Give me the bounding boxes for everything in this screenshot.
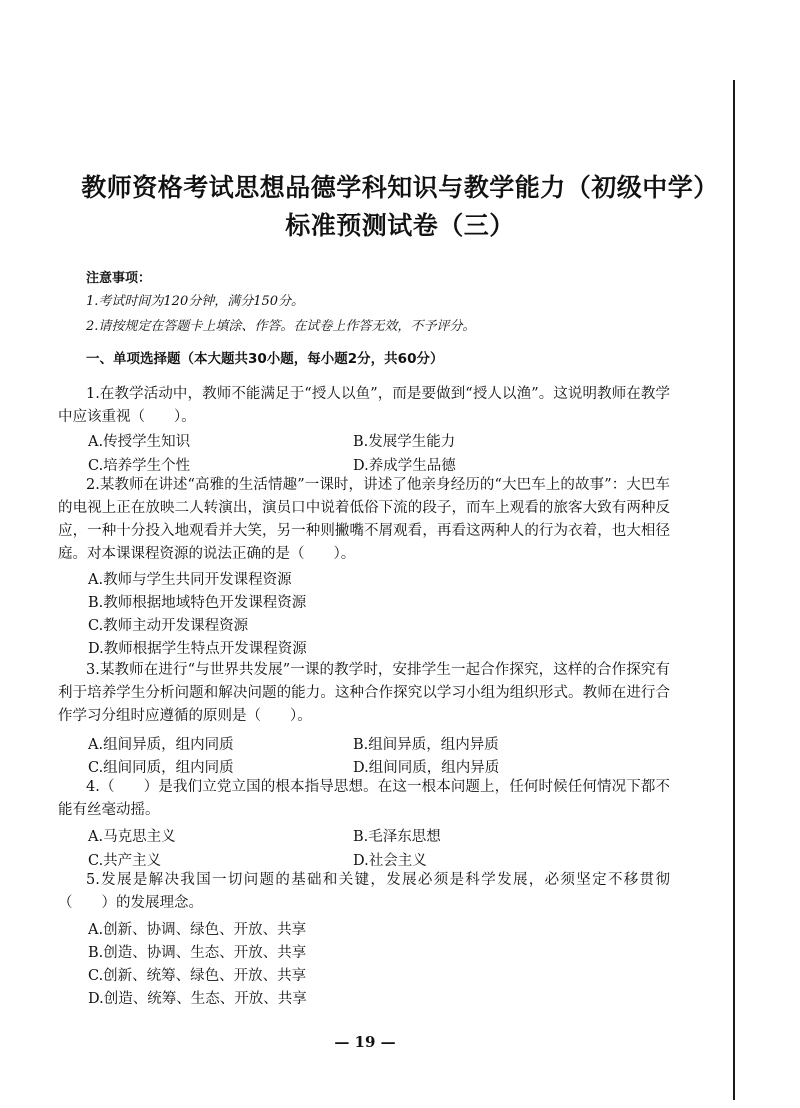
- answer-option: A.教师与学生共同开发课程资源: [88, 572, 292, 588]
- answer-option: D.教师根据学生特点开发课程资源: [88, 641, 307, 657]
- note-item: 1.考试时间为120分钟，满分150分。: [86, 294, 305, 309]
- answer-option: C.教师主动开发课程资源: [88, 618, 249, 634]
- answer-option: B.创造、协调、生态、开放、共享: [88, 945, 307, 961]
- answer-option: B.毛泽东思想: [353, 829, 441, 845]
- answer-option: C.培养学生个性: [88, 458, 191, 474]
- answer-option: D.社会主义: [353, 853, 427, 869]
- page-subtitle: 标准预测试卷（三）: [285, 211, 515, 240]
- answer-option: B.教师根据地域特色开发课程资源: [88, 595, 307, 611]
- answer-option: A.创新、协调、绿色、开放、共享: [88, 922, 307, 938]
- answer-option: B.发展学生能力: [353, 434, 456, 450]
- answer-option: B.组间异质，组内异质: [353, 737, 499, 753]
- page-title: 教师资格考试思想品德学科知识与教学能力（初级中学）: [81, 173, 719, 202]
- answer-option: C.共产主义: [88, 853, 162, 869]
- answer-option: D.创造、统筹、生态、开放、共享: [88, 991, 307, 1007]
- question-stem: 4.（ ）是我们立党立国的根本指导思想。在这一根本问题上，任何时候任何情况下都不能有丝毫动摇。: [58, 779, 670, 818]
- notes-heading: 注意事项：: [86, 271, 152, 286]
- answer-option: D.养成学生品德: [353, 458, 456, 474]
- answer-option: C.组间同质，组内同质: [88, 760, 234, 776]
- question-stem: 3.某教师在进行“与世界共发展”一课的教学时，安排学生一起合作探究，这样的合作探究有利于培养学生分析问题和解决问题的能力。这种合作探究以学习小组为组织形式。教师在进行合作学习分组时应遵循的原则是（ ）。: [58, 662, 670, 724]
- section-heading: 一、单项选择题（本大题共30小题，每小题2分，共60分）: [86, 351, 444, 367]
- answer-option: A.马克思主义: [88, 829, 176, 845]
- question-stem: 2.某教师在讲述“高雅的生活情趣”一课时，讲述了他亲身经历的“大巴车上的故事”：大巴车的电视上正在放映二人转演出，演员口中说着低俗下流的段子，而车上观看的旅客大致有两种反应，一种十分投入地观看并大笑，另一种则撇嘴不屑观看，再看这两种人的行为衣着，也大相径庭。对本课课程资源的说法正确的是（ ）。: [58, 477, 670, 562]
- note-item: 2.请按规定在答题卡上填涂、作答。在试卷上作答无效，不予评分。: [86, 319, 476, 334]
- question-stem: 1.在教学活动中，教师不能满足于“授人以鱼”，而是要做到“授人以渔”。这说明教师在教学中应该重视（ ）。: [58, 386, 670, 425]
- answer-option: D.组间同质，组内异质: [353, 760, 500, 776]
- page-number: — 19 —: [334, 1033, 396, 1051]
- answer-option: C.创新、统筹、绿色、开放、共享: [88, 968, 307, 984]
- answer-option: A.传授学生知识: [88, 434, 191, 450]
- answer-option: A.组间异质，组内同质: [88, 737, 234, 753]
- question-stem: 5.发展是解决我国一切问题的基础和关键，发展必须是科学发展，必须坚定不移贯彻（ ）的发展理念。: [58, 872, 670, 911]
